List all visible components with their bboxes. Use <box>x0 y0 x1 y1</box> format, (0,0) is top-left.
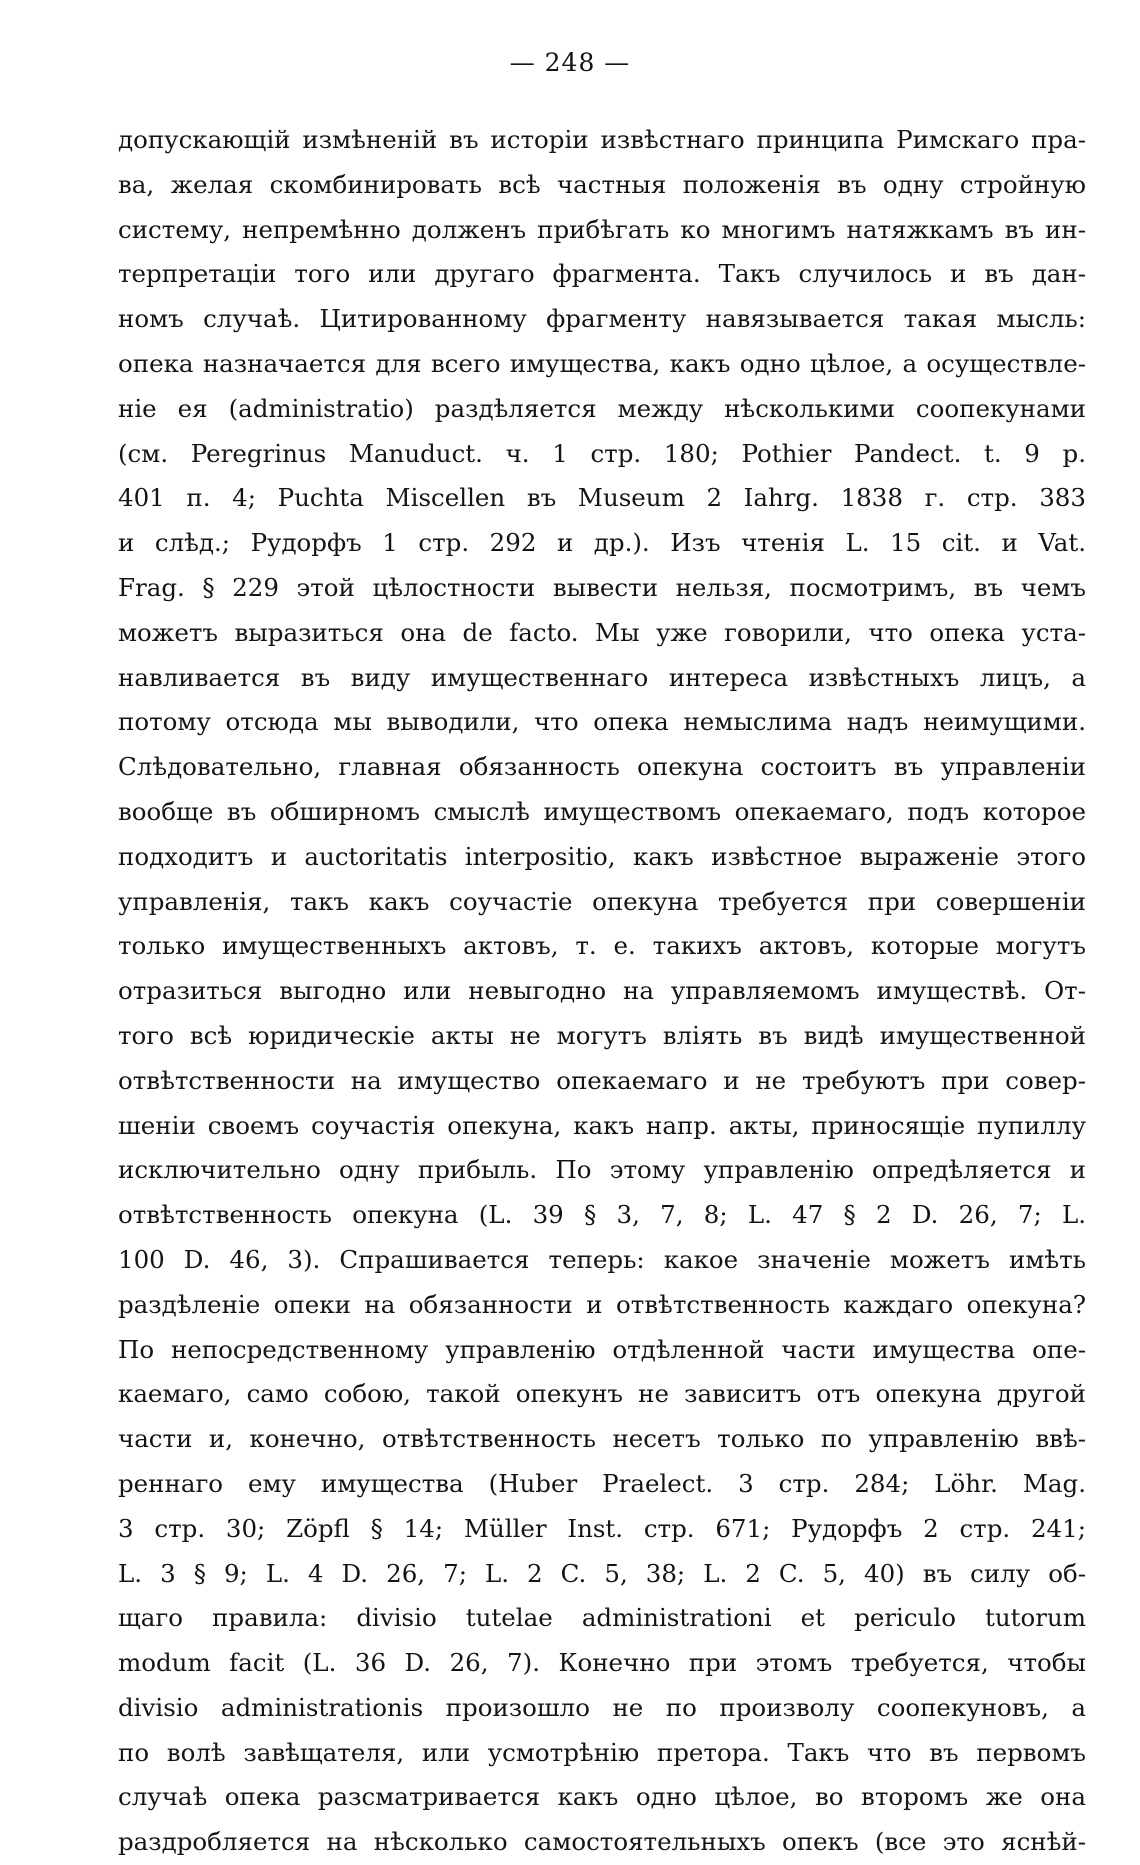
text-line: части и, конечно, отвѣтственность несетъ только по управленію ввѣ- <box>118 1424 1086 1454</box>
page-number: — 248 — <box>509 48 631 77</box>
text-line: реннаго ему имущества (Huber Praelect. 3 стр. 284; Löhr. Mag. <box>118 1468 1086 1498</box>
text-line: навливается въ виду имущественнаго интереса извѣстныхъ лицъ, а <box>118 662 1086 692</box>
text-line: терпретаціи того или другаго фрагмента. Такъ случилось и въ дан- <box>118 259 1086 289</box>
text-line: L. 3 § 9; L. 4 D. 26, 7; L. 2 C. 5, 38; L. 2 C. 5, 40) въ силу об- <box>118 1558 1086 1588</box>
text-line: опека назначается для всего имущества, какъ одно цѣлое, а осуществле- <box>118 348 1086 378</box>
text-line: шеніи своемъ соучастія опекуна, какъ напр. акты, приносящіе пупиллу <box>118 1110 1086 1140</box>
text-line: (см. Peregrinus Manuduct. ч. 1 стр. 180; Pothier Pandect. t. 9 p. <box>118 438 1086 468</box>
text-line: По непосредственному управленію отдѣленной части имущества опе- <box>118 1334 1086 1364</box>
text-line: 100 D. 46, 3). Спрашивается теперь: какое значеніе можетъ имѣть <box>118 1244 1086 1274</box>
text-line: случаѣ опека разсматривается какъ одно цѣлое, во второмъ же она <box>118 1782 1086 1812</box>
text-line: систему, непремѣнно долженъ прибѣгать ко многимъ натяжкамъ въ ин- <box>118 214 1086 244</box>
text-line: управленія, такъ какъ соучастіе опекуна требуется при совершеніи <box>118 886 1086 916</box>
text-line: раздѣленіе опеки на обязанности и отвѣтственность каждаго опекуна? <box>118 1289 1086 1319</box>
text-line: Слѣдовательно, главная обязанность опекуна состоитъ въ управленіи <box>118 752 1086 782</box>
text-line: divisio administrationis произошло не по произволу соопекуновъ, а <box>118 1692 1086 1722</box>
body-text <box>118 118 1086 1865</box>
text-line: каемаго, само собою, такой опекунъ не зависитъ отъ опекуна другой <box>118 1379 1086 1409</box>
text-line: номъ случаѣ. Цитированному фрагменту навязывается такая мысль: <box>118 304 1086 334</box>
text-line: отвѣтственность опекуна (L. 39 § 3, 7, 8; L. 47 § 2 D. 26, 7; L. <box>118 1200 1086 1230</box>
text-line: ніе ея (administratio) раздѣляется между нѣсколькими соопекунами <box>118 393 1086 423</box>
text-line: можетъ выразиться она de facto. Мы уже говорили, что опека уста- <box>118 617 1086 647</box>
text-line: отразиться выгодно или невыгодно на управляемомъ имуществѣ. От- <box>118 976 1086 1006</box>
text-line: 3 стр. 30; Zöpfl § 14; Müller Inst. стр. 671; Рудорфъ 2 стр. 241; <box>118 1513 1086 1543</box>
text-line: вообще въ обширномъ смыслѣ имуществомъ опекаемаго, подъ которое <box>118 796 1086 826</box>
text-line: 401 п. 4; Puchta Miscellen въ Museum 2 Iahrg. 1838 г. стр. 383 <box>118 483 1086 513</box>
text-line: исключительно одну прибыль. По этому управленію опредѣляется и <box>118 1155 1086 1185</box>
text-line: подходитъ и auctoritatis interpositio, какъ извѣстное выраженіе этого <box>118 841 1086 871</box>
text-line: щаго правила: divisio tutelae administrationi et periculo tutorum <box>118 1603 1086 1633</box>
text-line: только имущественныхъ актовъ, т. е. такихъ актовъ, которые могутъ <box>118 931 1086 961</box>
text-line: по волѣ завѣщателя, или усмотрѣнію претора. Такъ что въ первомъ <box>118 1737 1086 1767</box>
text-line: ва, желая скомбинировать всѣ частныя положенія въ одну стройную <box>118 169 1086 199</box>
text-line: допускающій измѣненій въ исторіи извѣстнаго принципа Римскаго пра- <box>118 125 1086 154</box>
text-line: modum facit (L. 36 D. 26, 7). Конечно при этомъ требуется, чтобы <box>118 1648 1086 1678</box>
text-line: отвѣтственности на имущество опекаемаго и не требуютъ при совер- <box>118 1065 1086 1095</box>
text-line: раздробляется на нѣсколько самостоятельныхъ опекъ (все это яснѣй- <box>118 1827 1086 1857</box>
text-line: Frag. § 229 этой цѣлостности вывести нельзя, посмотримъ, въ чемъ <box>118 572 1086 602</box>
text-line: того всѣ юридическіе акты не могутъ вліять въ видѣ имущественной <box>118 1020 1086 1050</box>
text-line: и слѣд.; Рудорфъ 1 стр. 292 и др.). Изъ чтенія L. 15 cit. и Vat. <box>118 528 1086 558</box>
text-line: потому отсюда мы выводили, что опека немыслима надъ неимущими. <box>118 707 1086 737</box>
